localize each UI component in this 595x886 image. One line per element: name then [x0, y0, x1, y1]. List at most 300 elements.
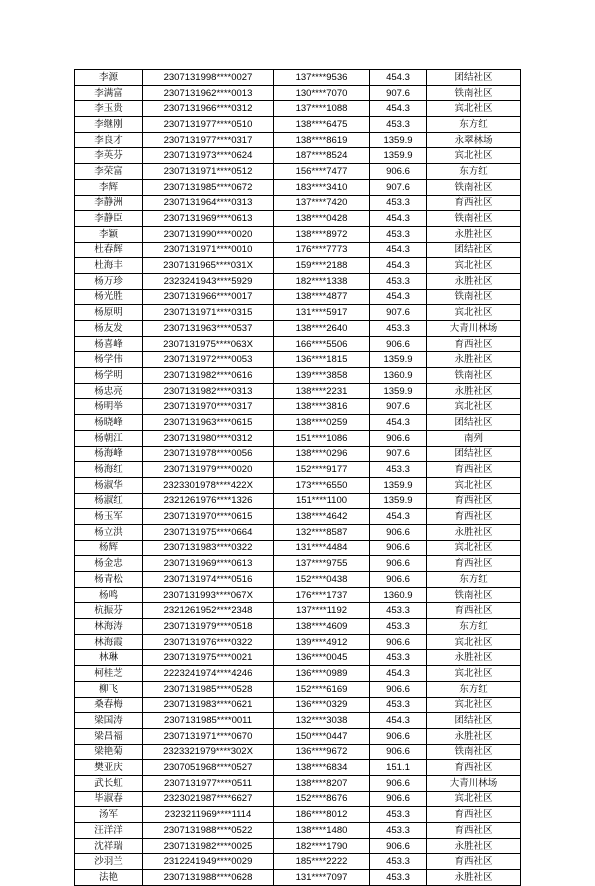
- table-row: [75, 70, 521, 86]
- phone-cell: 130****7070: [274, 85, 370, 101]
- phone-cell: 136****1815: [274, 352, 370, 368]
- amount-cell: 151.1: [370, 760, 427, 776]
- phone-cell: 152****6169: [274, 681, 370, 697]
- community-cell: 铁南社区: [427, 211, 521, 227]
- community-cell: 永胜社区: [427, 728, 521, 744]
- id-number-cell: 2307131982****0313: [143, 383, 274, 399]
- id-number-cell: 2307131985****0672: [143, 179, 274, 195]
- community-cell: 育西社区: [427, 760, 521, 776]
- id-number-cell: 2307131980****0312: [143, 430, 274, 446]
- name-cell: 桑春梅: [75, 697, 143, 713]
- phone-cell: 131****4484: [274, 540, 370, 556]
- community-cell: 永胜社区: [427, 352, 521, 368]
- table-row: [75, 540, 521, 556]
- table-row: [75, 823, 521, 839]
- phone-cell: 139****3858: [274, 368, 370, 384]
- community-cell: 育西社区: [427, 603, 521, 619]
- table-row: [75, 289, 521, 305]
- amount-cell: 906.6: [370, 791, 427, 807]
- community-cell: 育西社区: [427, 195, 521, 211]
- community-cell: 东方红: [427, 572, 521, 588]
- amount-cell: 454.3: [370, 509, 427, 525]
- phone-cell: 151****1086: [274, 430, 370, 446]
- phone-cell: 176****1737: [274, 587, 370, 603]
- table-row: [75, 148, 521, 164]
- amount-cell: 454.3: [370, 70, 427, 86]
- phone-cell: 137****7420: [274, 195, 370, 211]
- table-body: [75, 70, 521, 886]
- name-cell: 李满富: [75, 85, 143, 101]
- table-row: [75, 242, 521, 258]
- community-cell: 铁南社区: [427, 85, 521, 101]
- amount-cell: 907.6: [370, 446, 427, 462]
- community-cell: 宾北社区: [427, 399, 521, 415]
- id-number-cell: 2321261952****2348: [143, 603, 274, 619]
- id-number-cell: 2307131964****0313: [143, 195, 274, 211]
- community-cell: 育西社区: [427, 823, 521, 839]
- name-cell: 杭振芬: [75, 603, 143, 619]
- amount-cell: 454.3: [370, 415, 427, 431]
- id-number-cell: 2321261976****1326: [143, 493, 274, 509]
- phone-cell: 136****0329: [274, 697, 370, 713]
- id-number-cell: 2307131977****0510: [143, 117, 274, 133]
- id-number-cell: 2307131985****0528: [143, 681, 274, 697]
- community-cell: 东方红: [427, 619, 521, 635]
- table-row: [75, 619, 521, 635]
- name-cell: 林琳: [75, 650, 143, 666]
- id-number-cell: 2307131982****0616: [143, 368, 274, 384]
- table-row: [75, 352, 521, 368]
- amount-cell: 453.3: [370, 807, 427, 823]
- community-cell: 宾北社区: [427, 791, 521, 807]
- id-number-cell: 2307131975****063X: [143, 336, 274, 352]
- id-number-cell: 2307131983****0621: [143, 697, 274, 713]
- community-cell: 铁南社区: [427, 744, 521, 760]
- table-row: [75, 258, 521, 274]
- name-cell: 武长虹: [75, 775, 143, 791]
- id-number-cell: 2323241943****5929: [143, 273, 274, 289]
- name-cell: 李玉贵: [75, 101, 143, 117]
- name-cell: 杨朝江: [75, 430, 143, 446]
- community-cell: 育西社区: [427, 493, 521, 509]
- amount-cell: 1360.9: [370, 368, 427, 384]
- name-cell: 李静臣: [75, 211, 143, 227]
- amount-cell: 454.3: [370, 242, 427, 258]
- table-row: [75, 164, 521, 180]
- amount-cell: 453.3: [370, 273, 427, 289]
- community-cell: 宾北社区: [427, 148, 521, 164]
- phone-cell: 139****4912: [274, 634, 370, 650]
- table-row: [75, 305, 521, 321]
- name-cell: 汤军: [75, 807, 143, 823]
- phone-cell: 138****4877: [274, 289, 370, 305]
- name-cell: 林海霞: [75, 634, 143, 650]
- name-cell: 杨万珍: [75, 273, 143, 289]
- id-number-cell: 2307131979****0020: [143, 462, 274, 478]
- name-cell: 杨光胜: [75, 289, 143, 305]
- amount-cell: 906.6: [370, 838, 427, 854]
- community-cell: 铁南社区: [427, 289, 521, 305]
- table-row: [75, 336, 521, 352]
- community-cell: 永胜社区: [427, 524, 521, 540]
- name-cell: 杨海峰: [75, 446, 143, 462]
- phone-cell: 186****8012: [274, 807, 370, 823]
- amount-cell: 906.6: [370, 744, 427, 760]
- phone-cell: 131****7097: [274, 870, 370, 886]
- name-cell: 杜海丰: [75, 258, 143, 274]
- community-cell: 育西社区: [427, 509, 521, 525]
- phone-cell: 138****4642: [274, 509, 370, 525]
- amount-cell: 1359.9: [370, 148, 427, 164]
- community-cell: 育西社区: [427, 807, 521, 823]
- id-number-cell: 2312241949****0029: [143, 854, 274, 870]
- phone-cell: 136****0045: [274, 650, 370, 666]
- table-row: [75, 744, 521, 760]
- table-row: [75, 556, 521, 572]
- name-cell: 樊亚庆: [75, 760, 143, 776]
- amount-cell: 907.6: [370, 179, 427, 195]
- name-cell: 杨学伟: [75, 352, 143, 368]
- id-number-cell: 2307131975****0021: [143, 650, 274, 666]
- name-cell: 李良才: [75, 132, 143, 148]
- id-number-cell: 2307131971****0670: [143, 728, 274, 744]
- phone-cell: 138****0296: [274, 446, 370, 462]
- name-cell: 杨明举: [75, 399, 143, 415]
- phone-cell: 138****0428: [274, 211, 370, 227]
- community-cell: 宾北社区: [427, 477, 521, 493]
- amount-cell: 906.6: [370, 556, 427, 572]
- id-number-cell: 2307131969****0613: [143, 211, 274, 227]
- phone-cell: 138****2231: [274, 383, 370, 399]
- phone-cell: 151****1100: [274, 493, 370, 509]
- amount-cell: 1359.9: [370, 352, 427, 368]
- community-cell: 团结社区: [427, 713, 521, 729]
- phone-cell: 138****8972: [274, 226, 370, 242]
- community-cell: 永胜社区: [427, 273, 521, 289]
- amount-cell: 453.3: [370, 462, 427, 478]
- community-cell: 永胜社区: [427, 383, 521, 399]
- table-row: [75, 572, 521, 588]
- table-row: [75, 132, 521, 148]
- id-number-cell: 2307131977****0317: [143, 132, 274, 148]
- id-number-cell: 2323021987****6627: [143, 791, 274, 807]
- community-cell: 铁南社区: [427, 368, 521, 384]
- table-row: [75, 462, 521, 478]
- community-cell: 永胜社区: [427, 226, 521, 242]
- community-cell: 育西社区: [427, 556, 521, 572]
- community-cell: 团结社区: [427, 242, 521, 258]
- name-cell: 杨立洪: [75, 524, 143, 540]
- id-number-cell: 2307131963****0537: [143, 321, 274, 337]
- amount-cell: 907.6: [370, 85, 427, 101]
- amount-cell: 907.6: [370, 305, 427, 321]
- amount-cell: 1359.9: [370, 132, 427, 148]
- name-cell: 法艳: [75, 870, 143, 886]
- name-cell: 杨忠亮: [75, 383, 143, 399]
- phone-cell: 137****1192: [274, 603, 370, 619]
- id-number-cell: 2307131971****0315: [143, 305, 274, 321]
- table-row: [75, 399, 521, 415]
- phone-cell: 138****6834: [274, 760, 370, 776]
- amount-cell: 906.6: [370, 572, 427, 588]
- amount-cell: 1359.9: [370, 477, 427, 493]
- community-cell: 东方红: [427, 117, 521, 133]
- table-row: [75, 728, 521, 744]
- id-number-cell: 2323211969****1114: [143, 807, 274, 823]
- phone-cell: 137****9755: [274, 556, 370, 572]
- name-cell: 李英芬: [75, 148, 143, 164]
- id-number-cell: 2307131966****0312: [143, 101, 274, 117]
- id-number-cell: 2307131971****0010: [143, 242, 274, 258]
- community-cell: 永胜社区: [427, 650, 521, 666]
- id-number-cell: 2307051968****0527: [143, 760, 274, 776]
- amount-cell: 453.3: [370, 603, 427, 619]
- phone-cell: 132****3038: [274, 713, 370, 729]
- name-cell: 杨海红: [75, 462, 143, 478]
- community-cell: 南列: [427, 430, 521, 446]
- table-row: [75, 211, 521, 227]
- phone-cell: 152****0438: [274, 572, 370, 588]
- name-cell: 梁昌福: [75, 728, 143, 744]
- table-row: [75, 681, 521, 697]
- id-number-cell: 2307131970****0615: [143, 509, 274, 525]
- table-row: [75, 368, 521, 384]
- community-cell: 永胜社区: [427, 838, 521, 854]
- amount-cell: 906.6: [370, 164, 427, 180]
- table-row: [75, 273, 521, 289]
- amount-cell: 454.3: [370, 713, 427, 729]
- name-cell: 梁艳菊: [75, 744, 143, 760]
- id-number-cell: 2307131983****0322: [143, 540, 274, 556]
- table-row: [75, 713, 521, 729]
- amount-cell: 907.6: [370, 399, 427, 415]
- community-cell: 永翠林场: [427, 132, 521, 148]
- community-cell: 铁南社区: [427, 587, 521, 603]
- community-cell: 宾北社区: [427, 697, 521, 713]
- phone-cell: 182****1790: [274, 838, 370, 854]
- community-cell: 团结社区: [427, 70, 521, 86]
- id-number-cell: 2307131988****0628: [143, 870, 274, 886]
- phone-cell: 156****7477: [274, 164, 370, 180]
- phone-cell: 138****3816: [274, 399, 370, 415]
- name-cell: 杨青松: [75, 572, 143, 588]
- name-cell: 柳飞: [75, 681, 143, 697]
- amount-cell: 454.3: [370, 289, 427, 305]
- phone-cell: 137****9536: [274, 70, 370, 86]
- table-row: [75, 226, 521, 242]
- id-number-cell: 2307131966****0017: [143, 289, 274, 305]
- name-cell: 李静洲: [75, 195, 143, 211]
- community-cell: 育西社区: [427, 462, 521, 478]
- phone-cell: 138****6475: [274, 117, 370, 133]
- id-number-cell: 2307131978****0056: [143, 446, 274, 462]
- community-cell: 团结社区: [427, 415, 521, 431]
- phone-cell: 152****8676: [274, 791, 370, 807]
- amount-cell: 1359.9: [370, 493, 427, 509]
- phone-cell: 187****8524: [274, 148, 370, 164]
- phone-cell: 182****1338: [274, 273, 370, 289]
- id-number-cell: 2307131979****0518: [143, 619, 274, 635]
- phone-cell: 176****7773: [274, 242, 370, 258]
- name-cell: 杨晓峰: [75, 415, 143, 431]
- name-cell: 杜春辉: [75, 242, 143, 258]
- name-cell: 毕淑春: [75, 791, 143, 807]
- id-number-cell: 2307131993****067X: [143, 587, 274, 603]
- phone-cell: 173****6550: [274, 477, 370, 493]
- name-cell: 柯桂芝: [75, 666, 143, 682]
- phone-cell: 137****1088: [274, 101, 370, 117]
- community-cell: 宾北社区: [427, 666, 521, 682]
- name-cell: 沙羽兰: [75, 854, 143, 870]
- amount-cell: 1360.9: [370, 587, 427, 603]
- table-row: [75, 854, 521, 870]
- table-row: [75, 415, 521, 431]
- phone-cell: 132****8587: [274, 524, 370, 540]
- id-number-cell: 2307131990****0020: [143, 226, 274, 242]
- amount-cell: 453.3: [370, 321, 427, 337]
- name-cell: 沈祥瑞: [75, 838, 143, 854]
- phone-cell: 166****5506: [274, 336, 370, 352]
- community-cell: 宾北社区: [427, 101, 521, 117]
- amount-cell: 1359.9: [370, 383, 427, 399]
- table-row: [75, 509, 521, 525]
- table-row: [75, 587, 521, 603]
- id-number-cell: 2307131975****0664: [143, 524, 274, 540]
- name-cell: 杨友发: [75, 321, 143, 337]
- phone-cell: 152****9177: [274, 462, 370, 478]
- community-cell: 育西社区: [427, 336, 521, 352]
- name-cell: 梁国涛: [75, 713, 143, 729]
- amount-cell: 453.3: [370, 226, 427, 242]
- table-row: [75, 117, 521, 133]
- phone-cell: 136****0989: [274, 666, 370, 682]
- amount-cell: 454.3: [370, 666, 427, 682]
- name-cell: 林海涛: [75, 619, 143, 635]
- community-cell: 育西社区: [427, 854, 521, 870]
- amount-cell: 906.6: [370, 540, 427, 556]
- table-row: [75, 477, 521, 493]
- amount-cell: 453.3: [370, 870, 427, 886]
- community-cell: 宾北社区: [427, 634, 521, 650]
- name-cell: 杨淑红: [75, 493, 143, 509]
- table-row: [75, 85, 521, 101]
- id-number-cell: 2307131962****0013: [143, 85, 274, 101]
- id-number-cell: 2307131974****0516: [143, 572, 274, 588]
- table-row: [75, 524, 521, 540]
- id-number-cell: 2307131998****0027: [143, 70, 274, 86]
- community-cell: 大青川林场: [427, 321, 521, 337]
- name-cell: 杨辉: [75, 540, 143, 556]
- table-row: [75, 650, 521, 666]
- community-cell: 铁南社区: [427, 179, 521, 195]
- table-row: [75, 195, 521, 211]
- table-row: [75, 760, 521, 776]
- data-table: [74, 69, 521, 886]
- phone-cell: 138****8207: [274, 775, 370, 791]
- amount-cell: 454.3: [370, 101, 427, 117]
- name-cell: 李继刚: [75, 117, 143, 133]
- phone-cell: 183****3410: [274, 179, 370, 195]
- id-number-cell: 2307131977****0511: [143, 775, 274, 791]
- phone-cell: 138****0259: [274, 415, 370, 431]
- community-cell: 大青川林场: [427, 775, 521, 791]
- amount-cell: 453.3: [370, 697, 427, 713]
- name-cell: 杨金忠: [75, 556, 143, 572]
- id-number-cell: 2307131969****0613: [143, 556, 274, 572]
- name-cell: 李荣富: [75, 164, 143, 180]
- community-cell: 东方红: [427, 681, 521, 697]
- phone-cell: 138****2640: [274, 321, 370, 337]
- table-row: [75, 666, 521, 682]
- amount-cell: 454.3: [370, 211, 427, 227]
- id-number-cell: 2307131965****031X: [143, 258, 274, 274]
- phone-cell: 138****8619: [274, 132, 370, 148]
- name-cell: 杨原明: [75, 305, 143, 321]
- phone-cell: 150****0447: [274, 728, 370, 744]
- table-row: [75, 807, 521, 823]
- table-row: [75, 383, 521, 399]
- amount-cell: 454.3: [370, 258, 427, 274]
- amount-cell: 453.3: [370, 619, 427, 635]
- phone-cell: 131****5917: [274, 305, 370, 321]
- name-cell: 李源: [75, 70, 143, 86]
- name-cell: 杨玉军: [75, 509, 143, 525]
- community-cell: 东方红: [427, 164, 521, 180]
- community-cell: 团结社区: [427, 446, 521, 462]
- table-row: [75, 446, 521, 462]
- id-number-cell: 2307131972****0053: [143, 352, 274, 368]
- id-number-cell: 2307131971****0512: [143, 164, 274, 180]
- amount-cell: 906.6: [370, 336, 427, 352]
- name-cell: 杨鸣: [75, 587, 143, 603]
- table-row: [75, 775, 521, 791]
- community-cell: 宾北社区: [427, 540, 521, 556]
- community-cell: 宾北社区: [427, 305, 521, 321]
- community-cell: 宾北社区: [427, 258, 521, 274]
- amount-cell: 453.3: [370, 854, 427, 870]
- id-number-cell: 2307131973****0624: [143, 148, 274, 164]
- amount-cell: 906.6: [370, 634, 427, 650]
- community-cell: 永胜社区: [427, 870, 521, 886]
- phone-cell: 185****2222: [274, 854, 370, 870]
- table-row: [75, 101, 521, 117]
- amount-cell: 906.6: [370, 775, 427, 791]
- id-number-cell: 2307131982****0025: [143, 838, 274, 854]
- table-row: [75, 603, 521, 619]
- amount-cell: 906.6: [370, 430, 427, 446]
- id-number-cell: 2307131963****0615: [143, 415, 274, 431]
- name-cell: 杨喜峰: [75, 336, 143, 352]
- table-row: [75, 870, 521, 886]
- id-number-cell: 2307131976****0322: [143, 634, 274, 650]
- name-cell: 李颖: [75, 226, 143, 242]
- id-number-cell: 2307131988****0522: [143, 823, 274, 839]
- id-number-cell: 2223241974****4246: [143, 666, 274, 682]
- table-row: [75, 697, 521, 713]
- amount-cell: 906.6: [370, 728, 427, 744]
- name-cell: 汪洋洋: [75, 823, 143, 839]
- amount-cell: 453.3: [370, 117, 427, 133]
- name-cell: 杨淑华: [75, 477, 143, 493]
- id-number-cell: 2323321979****302X: [143, 744, 274, 760]
- table-row: [75, 321, 521, 337]
- phone-cell: 138****1480: [274, 823, 370, 839]
- table-row: [75, 179, 521, 195]
- table-row: [75, 791, 521, 807]
- amount-cell: 453.3: [370, 823, 427, 839]
- table-row: [75, 430, 521, 446]
- amount-cell: 906.6: [370, 681, 427, 697]
